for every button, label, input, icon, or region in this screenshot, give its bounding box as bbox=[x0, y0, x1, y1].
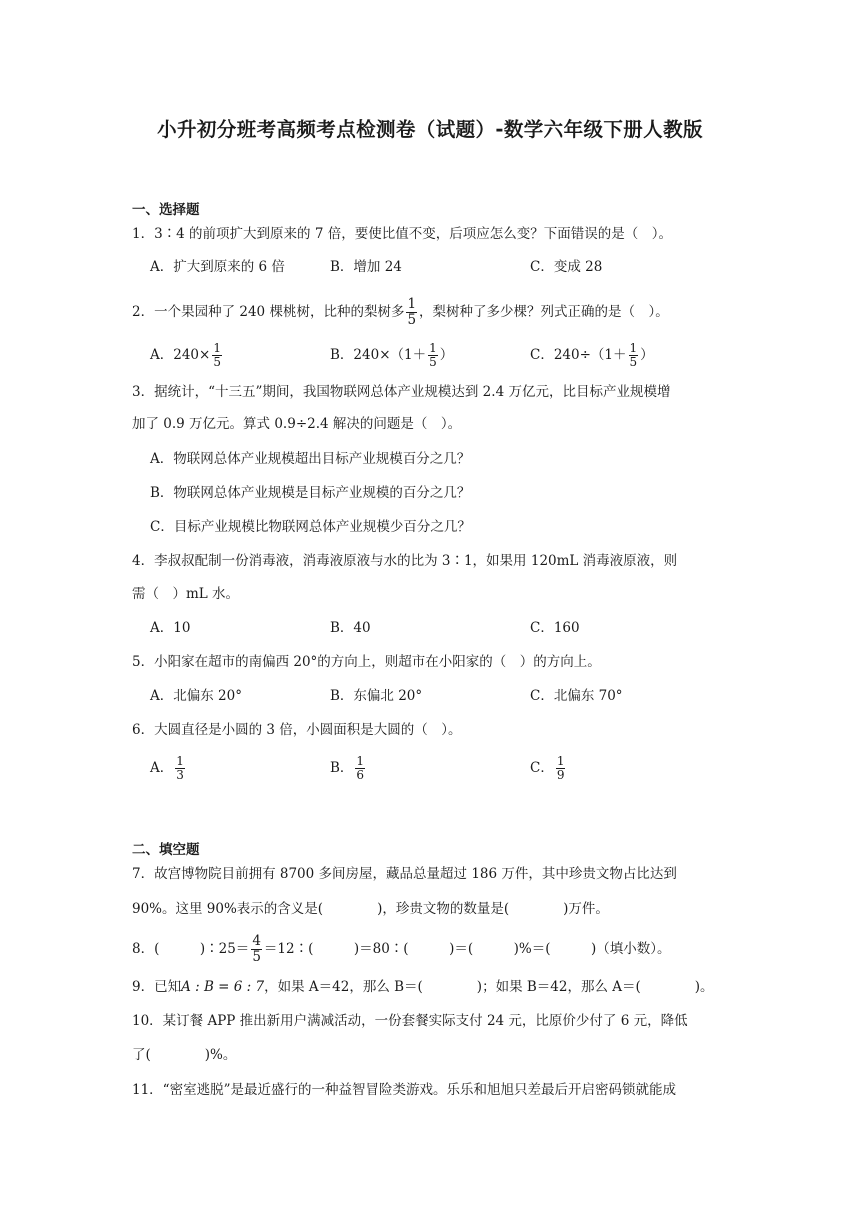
question-2-stem-pre: 2．一个果园种了 240 棵桃树，比种的梨树多 bbox=[132, 304, 405, 320]
option-c-fraction bbox=[556, 755, 566, 782]
fraction-denominator: 6 bbox=[356, 768, 365, 782]
question-11-stem-line-1: 11．“密室逃脱”是最近盛行的一种益智冒险类游戏。乐乐和旭旭只差最后开启密码锁就能成 bbox=[132, 1082, 676, 1098]
fraction-numerator: 1 bbox=[556, 754, 565, 768]
question-5-option-a: A．北偏东 20° bbox=[150, 688, 242, 704]
question-10-stem-line-2: 了( )%。 bbox=[132, 1047, 237, 1063]
question-1-stem: 1．3∶4 的前项扩大到原来的 7 倍，要使比值不变，后项应怎么变？下面错误的是（ ）。 bbox=[132, 226, 672, 242]
question-6-stem: 6．大圆直径是小圆的 3 倍，小圆面积是大圆的（ ）。 bbox=[132, 722, 462, 738]
question-2-option-b bbox=[330, 342, 453, 369]
option-a-text: A． bbox=[150, 760, 174, 776]
option-c-fraction bbox=[629, 342, 639, 369]
fraction-denominator: 5 bbox=[213, 355, 221, 369]
question-7-stem-line-2: 90%。这里 90%表示的含义是( )，珍贵文物的数量是( )万件。 bbox=[132, 901, 609, 917]
fraction-numerator: 1 bbox=[356, 754, 365, 768]
question-2-fraction bbox=[406, 297, 417, 328]
question-1-option-a: A．扩大到原来的 6 倍 bbox=[150, 259, 285, 275]
question-8-post: ＝12∶( )＝80∶( )＝( )%＝( )（填小数）。 bbox=[263, 941, 671, 957]
page-title: 小升初分班考高频考点检测卷（试题）-数学六年级下册人教版 bbox=[157, 118, 703, 141]
question-2-option-a bbox=[150, 342, 224, 369]
question-4-stem-line-1: 4．李叔叔配制一份消毒液，消毒液原液与水的比为 3∶1，如果用 120mL 消毒液原液，则 bbox=[132, 553, 678, 569]
question-8-fraction bbox=[251, 934, 262, 965]
question-1-option-b: B．增加 24 bbox=[330, 259, 402, 275]
option-a-fraction bbox=[175, 755, 185, 782]
option-c-text: C． bbox=[530, 760, 554, 776]
question-1-option-c: C．变成 28 bbox=[530, 259, 603, 275]
fraction-denominator: 5 bbox=[629, 355, 638, 369]
option-b-text: B．240×（1＋ bbox=[330, 347, 427, 363]
question-10-stem-line-1: 10．某订餐 APP 推出新用户满减活动，一份套餐实际支付 24 元，比原价少付了 6 元，降低 bbox=[132, 1013, 688, 1029]
fraction-numerator: 4 bbox=[252, 933, 261, 949]
fraction-denominator: 9 bbox=[556, 768, 565, 782]
question-3-stem-line-2: 加了 0.9 万亿元。算式 0.9÷2.4 解决的问题是（ ）。 bbox=[132, 416, 462, 432]
question-8-pre: 8．( )∶25＝ bbox=[132, 941, 250, 957]
question-7-stem-line-1: 7．故宫博物院目前拥有 8700 多间房屋，藏品总量超过 186 万件，其中珍贵文物占比达到 bbox=[132, 866, 677, 882]
question-2-option-c bbox=[530, 342, 654, 369]
question-6-option-b bbox=[330, 755, 367, 782]
option-c-close: ） bbox=[640, 347, 654, 363]
section-heading-fill-in: 二、填空题 bbox=[132, 842, 200, 858]
question-4-option-b: B．40 bbox=[330, 620, 371, 636]
fraction-denominator: 3 bbox=[176, 768, 184, 782]
question-9-ratio: A : B = 6 : 7 bbox=[181, 979, 265, 995]
question-4-option-a: A．10 bbox=[150, 620, 191, 636]
fraction-numerator: 1 bbox=[176, 754, 184, 768]
fraction-denominator: 5 bbox=[252, 949, 261, 965]
question-9-pre: 9．已知 bbox=[132, 979, 182, 995]
fraction-numerator: 1 bbox=[213, 341, 221, 355]
option-c-text: C．240÷（1＋ bbox=[530, 347, 627, 363]
question-4-stem-line-2: 需（ ）mL 水。 bbox=[132, 586, 240, 602]
option-b-fraction bbox=[428, 342, 438, 369]
question-5-option-c: C．北偏东 70° bbox=[530, 688, 623, 704]
question-9-stem bbox=[132, 978, 714, 996]
question-2-stem-post: ，梨树种了多少棵？列式正确的是（ ）。 bbox=[419, 304, 669, 320]
fraction-numerator: 1 bbox=[629, 341, 638, 355]
question-8-stem bbox=[132, 934, 670, 965]
question-3-option-c: C．目标产业规模比物联网总体产业规模少百分之几？ bbox=[150, 519, 471, 535]
question-9-post: ，如果 A＝42，那么 B＝( )；如果 B＝42，那么 A＝( )。 bbox=[264, 979, 714, 995]
fraction-denominator: 5 bbox=[429, 355, 437, 369]
question-2-stem bbox=[132, 297, 669, 328]
question-6-option-c bbox=[530, 755, 567, 782]
option-b-close: ） bbox=[439, 347, 454, 363]
option-a-text: A．240× bbox=[150, 347, 211, 363]
fraction-numerator: 1 bbox=[429, 341, 437, 355]
option-a-fraction bbox=[212, 342, 222, 369]
question-3-stem-line-1: 3．据统计，“十三五”期间，我国物联网总体产业规模达到 2.4 万亿元，比目标产业规模增 bbox=[132, 384, 671, 400]
question-6-option-a bbox=[150, 755, 187, 782]
question-5-stem: 5．小阳家在超市的南偏西 20°的方向上，则超市在小阳家的（ ）的方向上。 bbox=[132, 654, 601, 670]
fraction-numerator: 1 bbox=[407, 296, 417, 312]
section-heading-choice: 一、选择题 bbox=[132, 202, 200, 218]
question-5-option-b: B．东偏北 20° bbox=[330, 688, 423, 704]
option-b-text: B． bbox=[330, 760, 354, 776]
fraction-denominator: 5 bbox=[407, 312, 417, 328]
question-3-option-b: B．物联网总体产业规模是目标产业规模的百分之几？ bbox=[150, 485, 471, 501]
question-3-option-a: A．物联网总体产业规模超出目标产业规模百分之几？ bbox=[150, 451, 471, 467]
option-b-fraction bbox=[355, 755, 365, 782]
question-4-option-c: C．160 bbox=[530, 620, 580, 636]
